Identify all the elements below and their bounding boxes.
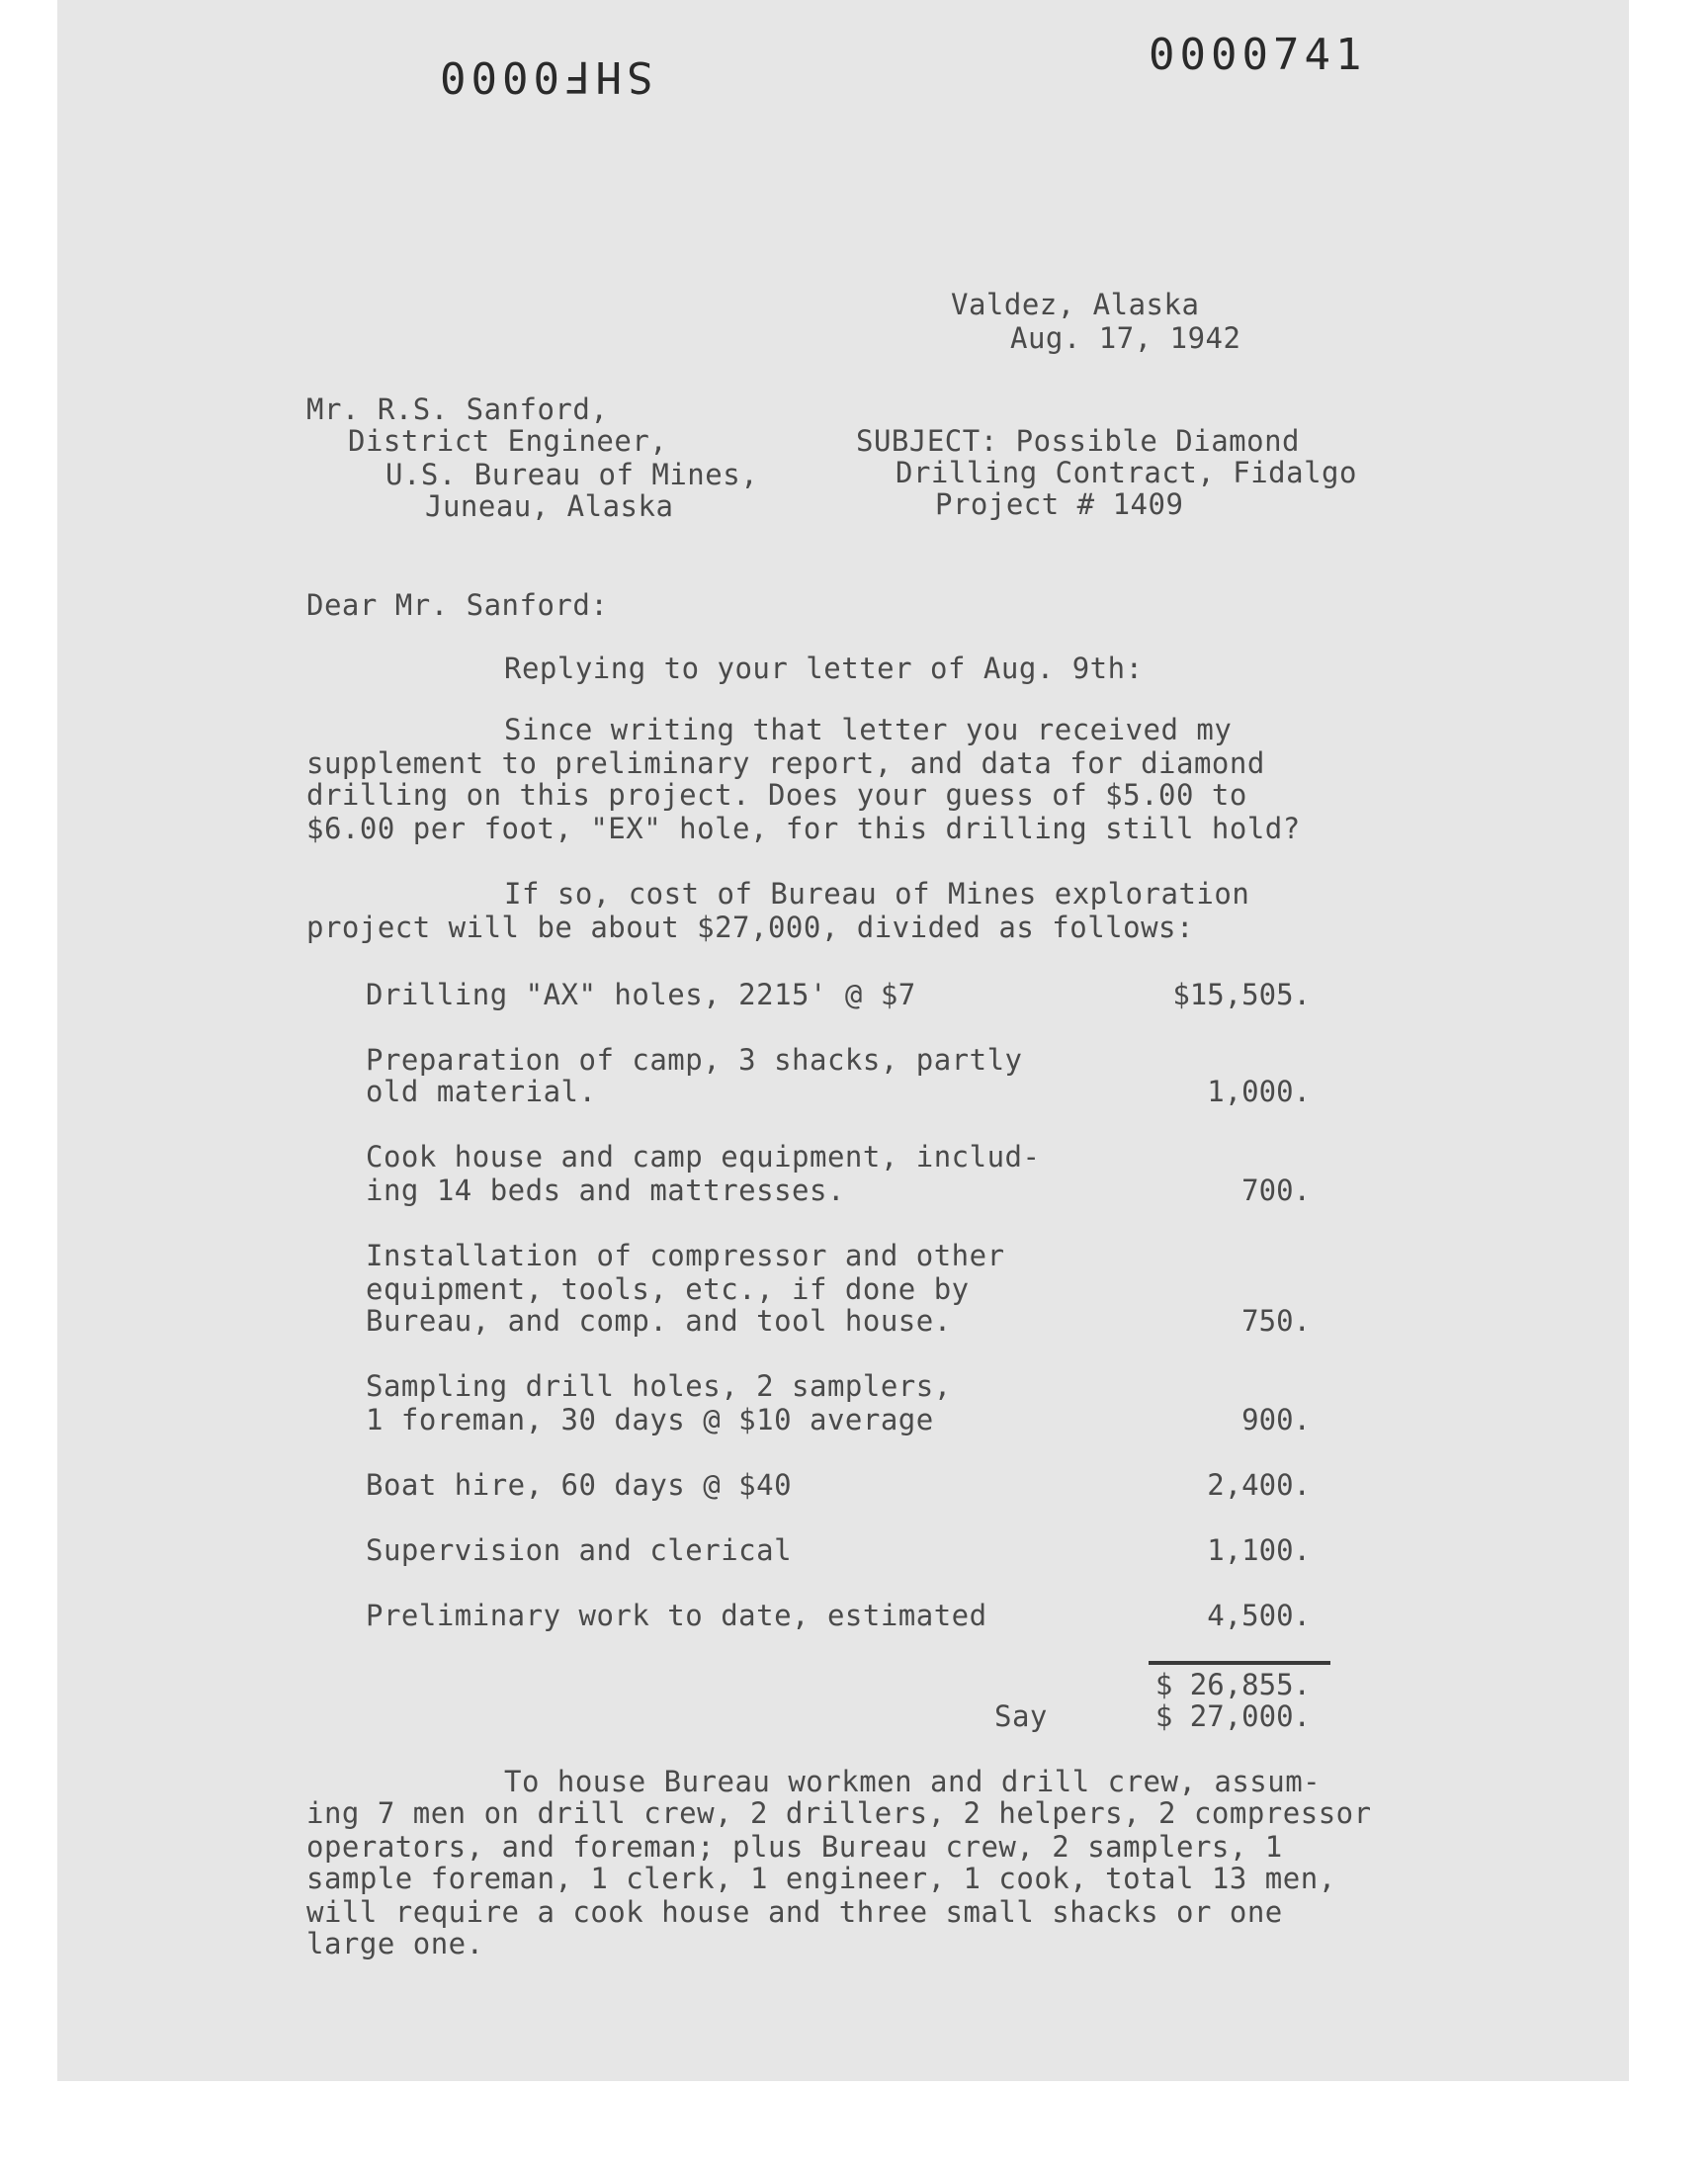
- cost-item-description: old material.: [366, 1075, 597, 1108]
- paragraph-reply: Replying to your letter of Aug. 9th:: [504, 652, 1144, 685]
- cost-item-description: Preparation of camp, 3 shacks, partly: [366, 1043, 1023, 1077]
- recipient-name: Mr. R.S. Sanford,: [306, 392, 609, 426]
- total-rule: [1149, 1661, 1330, 1665]
- paragraph-line: ing 7 men on drill crew, 2 drillers, 2 helpers, 2 compressor: [306, 1796, 1372, 1830]
- cost-item-amount: 4,500.: [1207, 1599, 1311, 1632]
- say-amount: $ 27,000.: [1154, 1699, 1311, 1733]
- cost-item-description: Boat hire, 60 days @ $40: [366, 1468, 793, 1502]
- cost-item-amount: 750.: [1241, 1304, 1311, 1338]
- cost-item-description: equipment, tools, etc., if done by: [366, 1272, 970, 1306]
- paragraph-line: $6.00 per foot, "EX" hole, for this drilling still hold?: [306, 812, 1301, 845]
- paragraph-line: operators, and foreman; plus Bureau crew, 2 samplers, 1: [306, 1830, 1283, 1864]
- paragraph-line: supplement to preliminary report, and data for diamond: [306, 746, 1265, 780]
- letter-date: Aug. 17, 1942: [1010, 321, 1241, 355]
- say-label: Say: [994, 1699, 1048, 1733]
- paragraph-line: Since writing that letter you received my: [504, 713, 1233, 746]
- total-amount: $ 26,855.: [1154, 1668, 1311, 1701]
- cost-item-amount: $15,505.: [1172, 978, 1311, 1011]
- cost-item-description: Installation of compressor and other: [366, 1239, 1005, 1272]
- recipient-title: District Engineer,: [348, 424, 668, 458]
- recipient-city: Juneau, Alaska: [425, 489, 674, 523]
- letter-place: Valdez, Alaska: [951, 288, 1200, 321]
- paragraph-line: To house Bureau workmen and drill crew, assum-: [504, 1765, 1322, 1798]
- cost-item-description: Supervision and clerical: [366, 1533, 793, 1567]
- cost-item-description: ing 14 beds and mattresses.: [366, 1174, 845, 1207]
- subject-line-3: Project # 1409: [935, 487, 1184, 521]
- stamp-number-right: 0000741: [1149, 30, 1367, 80]
- recipient-org: U.S. Bureau of Mines,: [385, 458, 759, 491]
- paragraph-line: will require a cook house and three small shacks or one: [306, 1895, 1283, 1929]
- cost-item-amount: 900.: [1241, 1403, 1311, 1436]
- subject-line-2: Drilling Contract, Fidalgo: [896, 456, 1357, 489]
- paragraph-line: large one.: [306, 1927, 484, 1960]
- paragraph-line: If so, cost of Bureau of Mines exploration: [504, 877, 1250, 911]
- subject-line-1: SUBJECT: Possible Diamond: [856, 424, 1300, 458]
- cost-item-amount: 1,000.: [1207, 1075, 1311, 1108]
- cost-item-description: Bureau, and comp. and tool house.: [366, 1304, 952, 1338]
- paragraph-line: project will be about $27,000, divided as follows:: [306, 911, 1194, 944]
- cost-item-amount: 2,400.: [1207, 1468, 1311, 1502]
- cost-item-description: Drilling "AX" holes, 2215' @ $7: [366, 978, 916, 1011]
- stamp-number-left: SHF0000: [435, 51, 653, 102]
- cost-item-description: Sampling drill holes, 2 samplers,: [366, 1369, 952, 1403]
- paragraph-line: drilling on this project. Does your guess of $5.00 to: [306, 778, 1247, 812]
- cost-item-description: 1 foreman, 30 days @ $10 average: [366, 1403, 934, 1436]
- cost-item-amount: 1,100.: [1207, 1533, 1311, 1567]
- salutation: Dear Mr. Sanford:: [306, 588, 609, 622]
- cost-item-description: Preliminary work to date, estimated: [366, 1599, 987, 1632]
- paragraph-line: sample foreman, 1 clerk, 1 engineer, 1 cook, total 13 men,: [306, 1862, 1336, 1895]
- cost-item-amount: 700.: [1241, 1174, 1311, 1207]
- cost-item-description: Cook house and camp equipment, includ-: [366, 1140, 1041, 1174]
